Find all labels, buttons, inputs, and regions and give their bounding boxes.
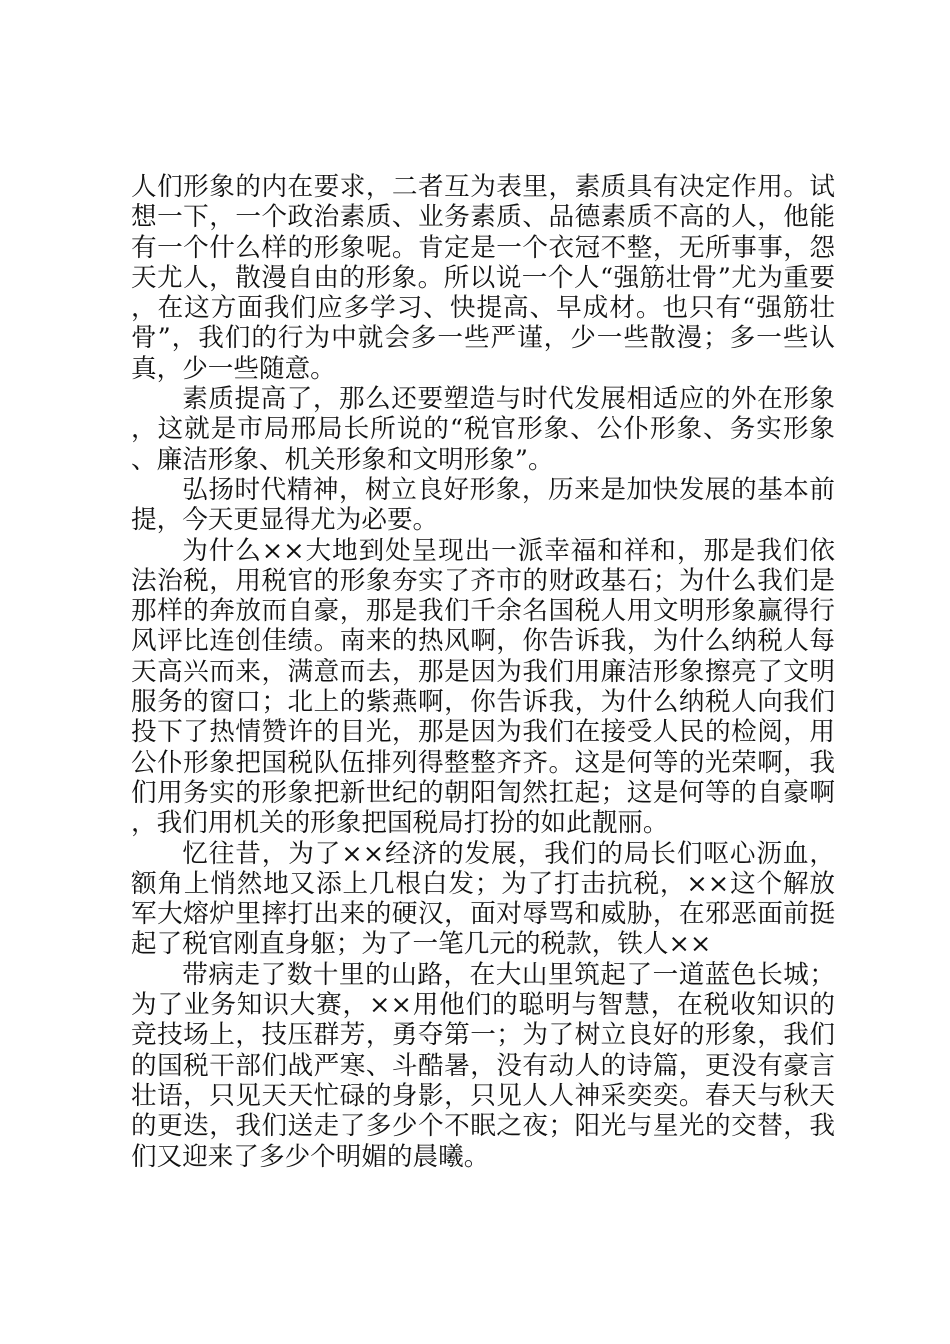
document-body — [131, 172, 835, 1172]
paragraph-6: 带病走了数十里的山路，在大山里筑起了一道蓝色长城；为了业务知识大赛，××用他们的聪明与智慧，在税收知识的竞技场上，技压群芳，勇夺第一；为了树立良好的形象，我们的国税干部们战严寒、斗酷暑，没有动人的诗篇，更没有豪言壮语，只见天天忙碌的身影，只见人人神采奕奕。春天与秋天的更迭，我们送走了多少个不眠之夜；阳光与星光的交替，我们又迎来了多少个明媚的晨曦。 — [131, 959, 835, 1172]
paragraph-1: 人们形象的内在要求，二者互为表里，素质具有决定作用。试想一下，一个政治素质、业务素质、品德素质不高的人，他能有一个什么样的形象呢。肯定是一个衣冠不整，无所事事，怨天尤人，散漫自由的形象。所以说一个人“强筋壮骨”尤为重要，在这方面我们应多学习、快提高、早成材。也只有“强筋壮骨”，我们的行为中就会多一些严谨，少一些散漫；多一些认真，少一些随意。 — [131, 172, 835, 384]
paragraph-2: 素质提高了，那么还要塑造与时代发展相适应的外在形象，这就是市局邢局长所说的“税官形象、公仆形象、务实形象、廉洁形象、机关形象和文明形象”。 — [131, 384, 835, 475]
paragraph-5: 忆往昔，为了××经济的发展，我们的局长们呕心沥血，额角上悄然地又添上几根白发；为了打击抗税，××这个解放军大熔炉里摔打出来的硬汉，面对辱骂和威胁，在邪恶面前挺起了税官刚直身躯；为了一笔几元的税款，铁人×× — [131, 838, 835, 960]
paragraph-3: 弘扬时代精神，树立良好形象，历来是加快发展的基本前提，今天更显得尤为必要。 — [131, 474, 835, 536]
paragraph-4: 为什么××大地到处呈现出一派幸福和祥和，那是我们依法治税，用税官的形象夯实了齐市的财政基石；为什么我们是那样的奔放而自豪，那是我们千余名国税人用文明形象赢得行风评比连创佳绩。南来的热风啊，你告诉我，为什么纳税人每天高兴而来，满意而去，那是因为我们用廉洁形象擦亮了文明服务的窗口；北上的紫燕啊，你告诉我，为什么纳税人向我们投下了热情赞许的目光，那是因为我们在接受人民的检阅，用公仆形象把国税队伍排列得整整齐齐。这是何等的光荣啊，我们用务实的形象把新世纪的朝阳訇然扛起；这是何等的自豪啊，我们用机关的形象把国税局打扮的如此靓丽。 — [131, 535, 835, 839]
